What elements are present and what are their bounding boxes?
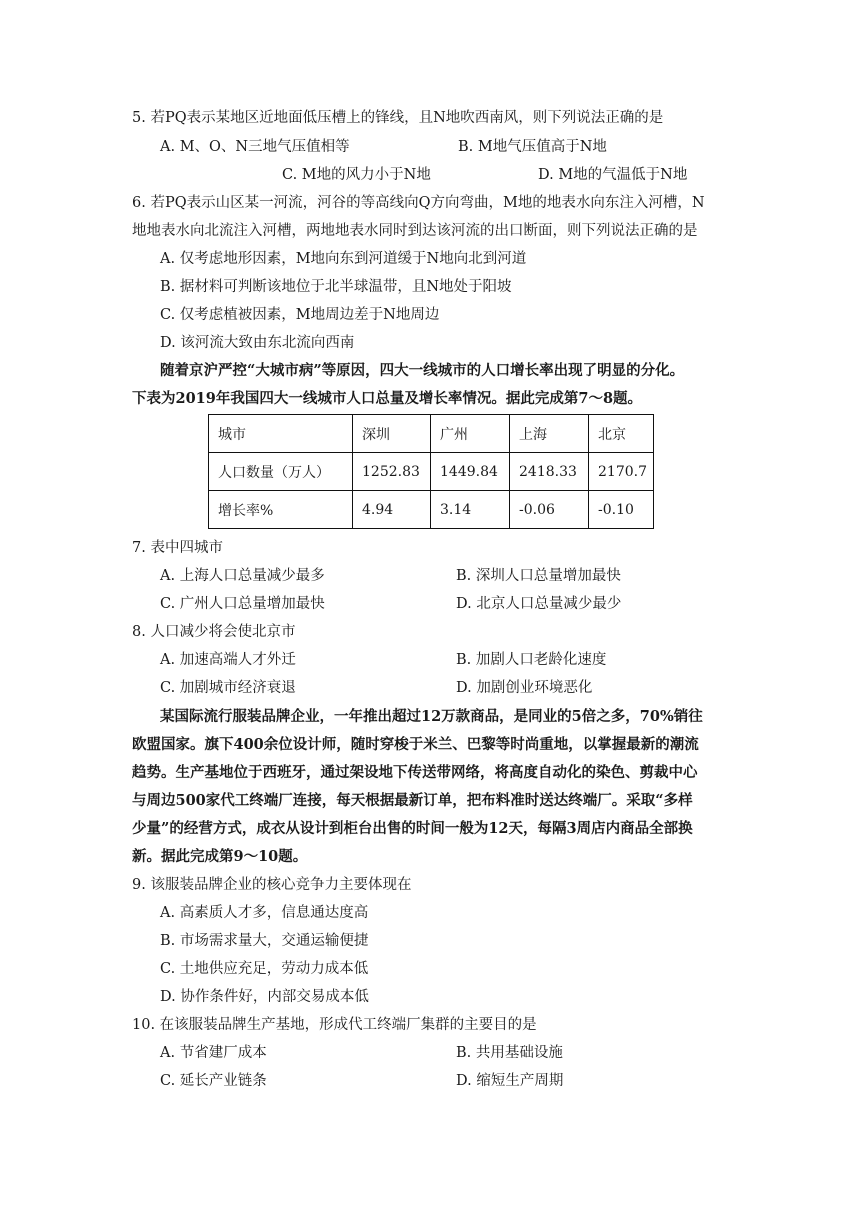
table-header-cell: 北京 [589,415,654,453]
q8-option-d: D. 加剧创业环境恶化 [456,680,593,696]
passage1-line2: 下表为2019年我国四大一线城市人口总量及增长率情况。据此完成第7～8题。 [132,390,643,407]
passage2-line6: 新。据此完成第9～10题。 [132,848,308,865]
q10-option-d: D. 缩短生产周期 [456,1073,564,1089]
table-cell: -0.06 [510,491,589,529]
table-header-cell: 城市 [209,415,353,453]
q7-option-d: D. 北京人口总量减少最少 [456,596,622,612]
q8-stem: 8. 人口减少将会使北京市 [132,624,296,640]
q10-stem: 10. 在该服装品牌生产基地，形成代工终端厂集群的主要目的是 [132,1017,537,1033]
q7-option-c: C. 广州人口总量增加最快 [160,596,325,612]
q6-option-b: B. 据材料可判断该地位于北半球温带，且N地处于阳坡 [160,279,512,295]
table-header-cell: 深圳 [353,415,431,453]
q7-option-a: A. 上海人口总量减少最多 [160,568,325,584]
table-cell: 2170.7 [589,453,654,491]
table-cell: -0.10 [589,491,654,529]
table-cell: 人口数量（万人） [209,453,353,491]
population-table [208,414,654,529]
passage1-line1: 随着京沪严控“大城市病”等原因，四大一线城市的人口增长率出现了明显的分化。 [160,362,685,379]
passage2-line3: 趋势。生产基地位于西班牙，通过架设地下传送带网络，将高度自动化的染色、剪裁中心 [132,764,698,781]
table-cell: 3.14 [431,491,510,529]
passage2-line1: 某国际流行服装品牌企业，一年推出超过12万款商品，是同业的5倍之多，70%销往 [160,708,703,725]
table-header-cell: 上海 [510,415,589,453]
q5-stem: 5. 若PQ表示某地区近地面低压槽上的锋线，且N地吹西南风，则下列说法正确的是 [132,110,664,126]
q5-option-d: D. M地的气温低于N地 [538,167,688,183]
q7-option-b: B. 深圳人口总量增加最快 [456,568,621,584]
q5-option-b: B. M地气压值高于N地 [458,139,607,155]
q10-option-c: C. 延长产业链条 [160,1073,267,1089]
passage2-line4: 与周边500家代工终端厂连接，每天根据最新订单，把布料准时送达终端厂。采取“多样 [132,792,693,809]
q8-option-a: A. 加速高端人才外迁 [160,652,296,668]
passage2-line5: 少量”的经营方式，成衣从设计到柜台出售的时间一般为12天，每隔3周店内商品全部换 [132,820,693,837]
q8-option-c: C. 加剧城市经济衰退 [160,680,296,696]
q9-option-b: B. 市场需求量大，交通运输便捷 [160,933,369,949]
table-row [209,453,654,491]
q10-option-b: B. 共用基础设施 [456,1045,563,1061]
table-cell: 1252.83 [353,453,431,491]
table-header-cell: 广州 [431,415,510,453]
table-cell: 1449.84 [431,453,510,491]
q9-option-a: A. 高素质人才多，信息通达度高 [160,905,369,921]
q9-option-d: D. 协作条件好，内部交易成本低 [160,989,369,1005]
passage2-line2: 欧盟国家。旗下400余位设计师，随时穿梭于米兰、巴黎等时尚重地，以掌握最新的潮流 [132,736,699,753]
q7-stem: 7. 表中四城市 [132,540,223,556]
q10-option-a: A. 节省建厂成本 [160,1045,267,1061]
table-header-row [209,415,654,453]
table-cell: 增长率% [209,491,353,529]
q6-option-c: C. 仅考虑植被因素，M地周边差于N地周边 [160,307,440,323]
table-cell: 2418.33 [510,453,589,491]
q5-option-a: A. M、O、N三地气压值相等 [160,139,350,155]
q9-option-c: C. 土地供应充足，劳动力成本低 [160,961,369,977]
q5-option-c: C. M地的风力小于N地 [282,167,431,183]
q8-option-b: B. 加剧人口老龄化速度 [456,652,607,668]
q6-option-a: A. 仅考虑地形因素，M地向东到河道缓于N地向北到河道 [160,251,527,267]
q6-option-d: D. 该河流大致由东北流向西南 [160,335,355,351]
q6-stem-line1: 6. 若PQ表示山区某一河流，河谷的等高线向Q方向弯曲，M地的地表水向东注入河槽，N [132,195,705,211]
q9-stem: 9. 该服装品牌企业的核心竞争力主要体现在 [132,877,412,893]
table-cell: 4.94 [353,491,431,529]
table-row [209,491,654,529]
q6-stem-line2: 地地表水向北流注入河槽，两地地表水同时到达该河流的出口断面，则下列说法正确的是 [132,223,698,239]
